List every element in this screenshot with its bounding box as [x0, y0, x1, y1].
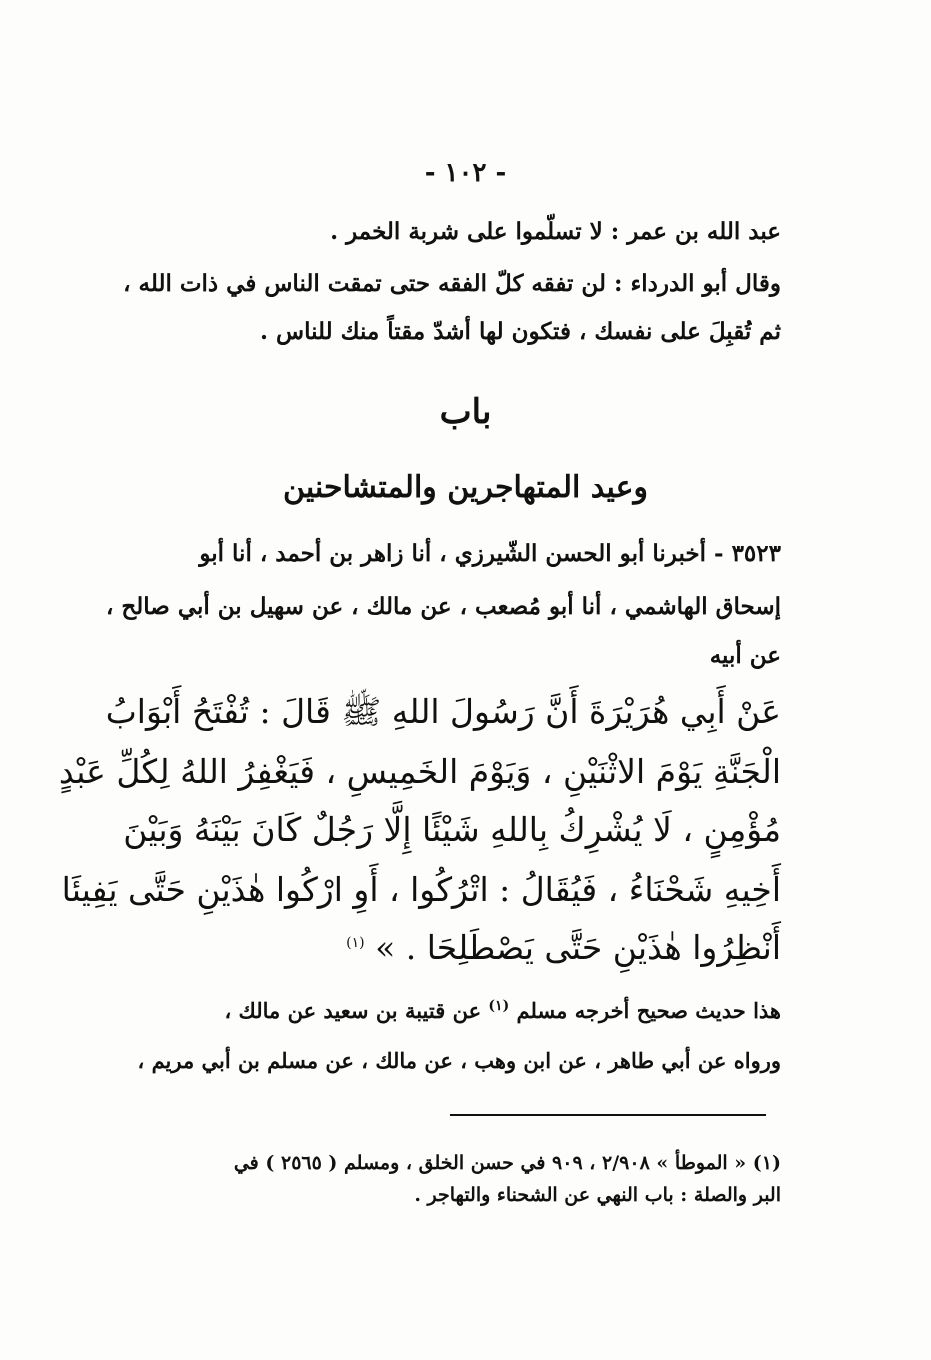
hadith-line-2: الْجَنَّةِ يَوْمَ الاثْنَيْنِ ، وَيَوْمَ الخَمِيسِ ، فَيَغْفِرُ اللهُ لِكُلِّ عَبْدٍ [58, 752, 781, 791]
commentary-line-1 [224, 998, 781, 1023]
isnad-line-2: إسحاق الهاشمي ، أنا أبو مُصعب ، عن مالك ، عن سهيل بن أبي صالح ، [105, 593, 781, 620]
hadith-line-4: أَخِيهِ شَحْنَاءُ ، فَيُقَالُ : اتْرُكُوا ، أَوِ ارْكُوا هٰذَيْنِ حَتَّى يَفِيئَا [61, 870, 781, 909]
hadith-line-1: عَنْ أَبِي هُرَيْرَةَ أَنَّ رَسُولَ اللهِ ﷺ قَالَ : تُفْتَحُ أَبْوَابُ [105, 692, 781, 731]
hadith-line-3: مُؤْمِنٍ ، لَا يُشْرِكُ بِاللهِ شَيْئًا إِلَّا رَجُلٌ كَانَ بَيْنَهُ وَبَيْنَ [123, 810, 781, 849]
page-number: - ١٠٢ - [424, 158, 507, 188]
footnote-line-2: البر والصلة : باب النهي عن الشحناء والتهاجر . [414, 1184, 781, 1206]
chapter-title: وعيد المتهاجرين والمتشاحنين [283, 470, 648, 505]
commentary-footnote-marker: (١) [488, 998, 510, 1014]
commentary-line-1-a: هذا حديث صحيح أخرجه مسلم [516, 998, 781, 1023]
footnote-line-1: (١) « الموطأ » ٢/٩٠٨ ، ٩٠٩ في حسن الخلق ، ومسلم ( ٢٥٦٥ ) في [233, 1152, 781, 1174]
commentary-line-2: ورواه عن أبي طاهر ، عن ابن وهب ، عن مالك ، عن مسلم بن أبي مريم ، [137, 1048, 781, 1073]
isnad-line-1: ٣٥٢٣ - أخبرنا أبو الحسن الشّيرزي ، أنا زاهر بن أحمد ، أنا أبو [199, 540, 781, 567]
intro-line-1: عبد الله بن عمر : لا تسلّموا على شربة الخمر . [330, 218, 781, 245]
intro-line-2: وقال أبو الدرداء : لن تفقه كلّ الفقه حتى تمقت الناس في ذات الله ، [123, 270, 781, 297]
hadith-line-5-text: أَنْظِرُوا هٰذَيْنِ حَتَّى يَصْطَلِحَا . » [375, 928, 781, 967]
footnote-divider [450, 1114, 766, 1116]
intro-line-3: ثم تُقبِلَ على نفسك ، فتكون لها أشدّ مقتاً منك للناس . [259, 318, 781, 345]
hadith-line-5 [346, 928, 781, 967]
chapter-heading: باب [439, 392, 492, 432]
commentary-line-1-b: عن قتيبة بن سعيد عن مالك ، [224, 998, 482, 1023]
isnad-line-3: عن أبيه [709, 642, 781, 669]
hadith-footnote-marker: (١) [346, 935, 365, 951]
